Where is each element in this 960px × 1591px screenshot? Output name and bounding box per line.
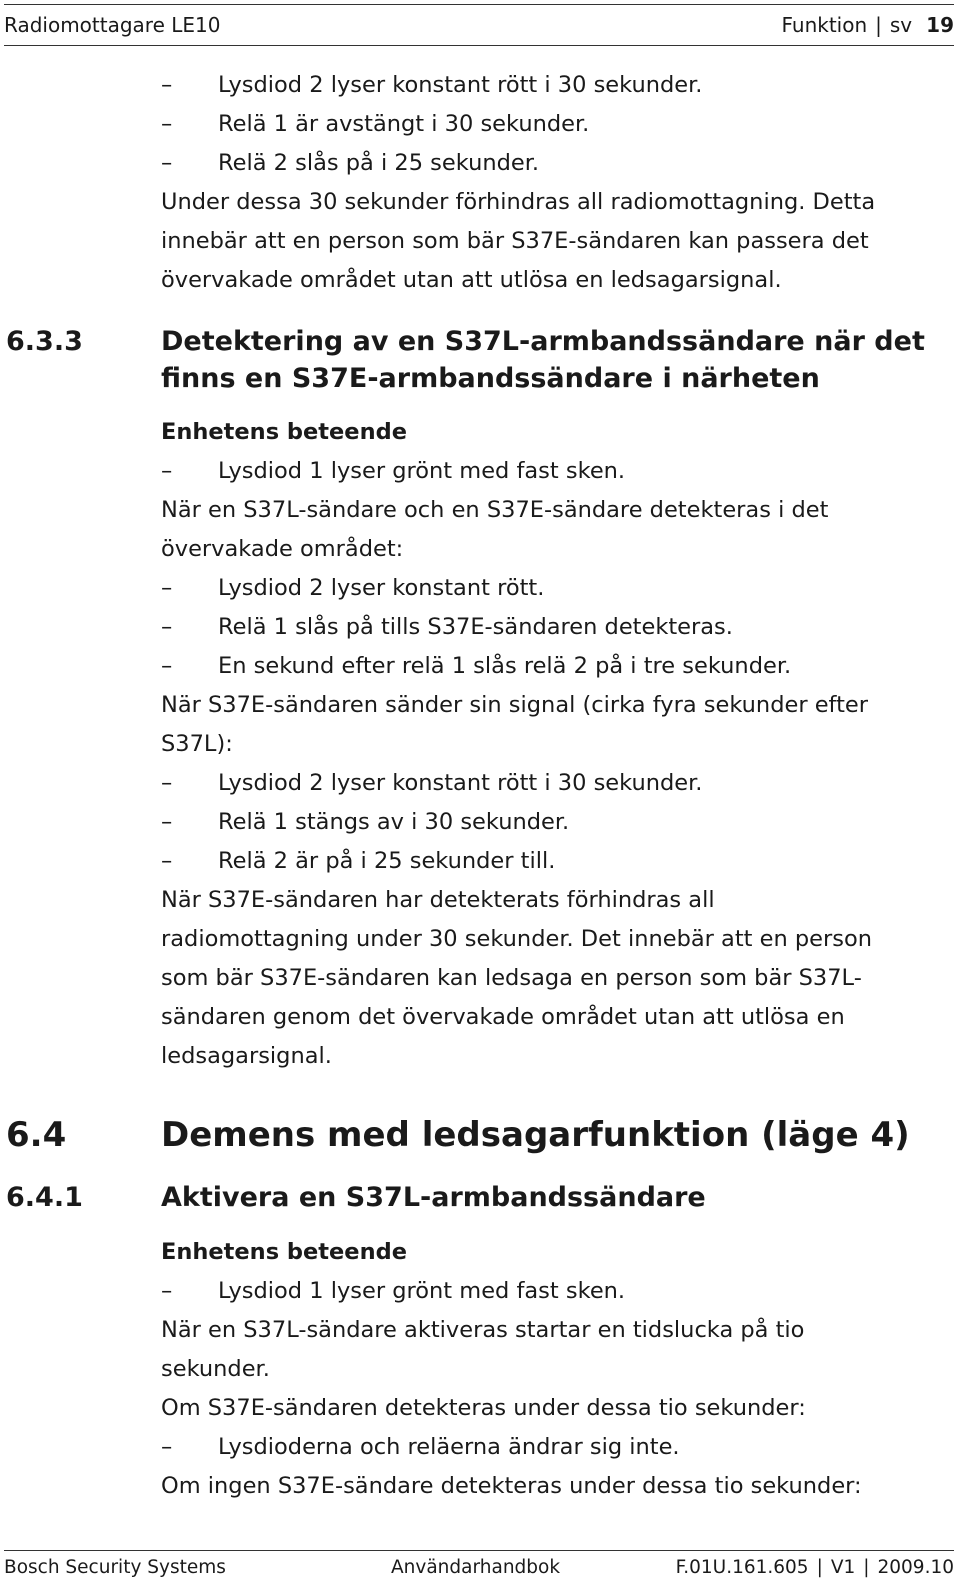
page-content [0,66,960,1506]
list-item: – Relä 1 stängs av i 30 sekunder. [161,803,951,842]
paragraph: Om ingen S37E-sändare detekteras under dessa tio sekunder: [161,1473,862,1499]
list-dash: – [161,809,173,835]
section-number: 6.3.3 [6,326,83,357]
list-item: – Relä 1 slås på tills S37E-sändaren detekteras. [161,608,951,647]
section-number: 6.4 [6,1115,67,1155]
list-dash: – [161,848,173,874]
subheading: Enhetens beteende [161,1239,407,1265]
list-dash: – [161,575,173,601]
list-dash: – [161,1278,173,1304]
list-item: – Lysdioderna och reläerna ändrar sig inte. [161,1428,951,1467]
list-dash: – [161,1434,173,1460]
list-item: – Relä 2 slås på i 25 sekunder. [161,144,951,183]
header-section: Funktion [781,13,868,37]
list-dash: – [161,458,173,484]
list-dash: – [161,72,173,98]
paragraph: När S37E-sändaren sänder sin signal (cirka fyra sekunder efter S37L): [161,692,869,757]
header-language: sv [889,13,913,37]
footer-document: Användarhandbok [391,1557,561,1578]
list-dash: – [161,614,173,640]
subheading: Enhetens beteende [161,419,407,445]
paragraph: När en S37L-sändare aktiveras startar en tidslucka på tio sekunder. [161,1317,805,1382]
page-header [4,4,954,46]
header-product-title: Radiomottagare LE10 [4,13,221,37]
paragraph: Om S37E-sändaren detekteras under dessa tio sekunder: [161,1395,806,1421]
section-heading-6-4-1: 6.4.1 Aktivera en S37L-armbandssändare [0,1179,960,1216]
header-right: Funktion | sv 19 [781,13,954,37]
page-footer [4,1550,954,1585]
paragraph: När en S37L-sändare och en S37E-sändare detekteras i det övervakade området: [161,497,829,562]
list-dash: – [161,150,173,176]
list-dash: – [161,653,173,679]
list-item: – Lysdiod 2 lyser konstant rött. [161,569,951,608]
list-item: – Relä 1 är avstängt i 30 sekunder. [161,105,951,144]
section-number: 6.4.1 [6,1182,83,1213]
list-dash: – [161,111,173,137]
footer-reference: F.01U.161.605 | V1 | 2009.10 [675,1557,954,1578]
paragraph: Under dessa 30 sekunder förhindras all radiomottagning. Detta innebär att en person som bär S37E-sändaren kan passera det övervakade området utan att utlösa en ledsagarsignal. [161,189,876,293]
list-item: – Relä 2 är på i 25 sekunder till. [161,842,951,881]
list-item: – Lysdiod 2 lyser konstant rött i 30 sekunder. [161,764,951,803]
paragraph: När S37E-sändaren har detekterats förhindras all radiomottagning under 30 sekunder. Det innebär att en person som bär S37E-sändaren kan ledsaga en person som bär S37L- sändaren genom det övervakade området utan att utlösa en ledsagarsignal. [161,887,873,1069]
list-item: – Lysdiod 1 lyser grönt med fast sken. [161,1272,951,1311]
list-dash: – [161,770,173,796]
list-item: – En sekund efter relä 1 slås relä 2 på i tre sekunder. [161,647,951,686]
list-item: – Lysdiod 2 lyser konstant rött i 30 sekunder. [161,66,951,105]
section-heading-6-4: 6.4 Demens med ledsagarfunktion (läge 4) [6,1115,910,1155]
section-heading-6-3-3: 6.3.3 Detektering av en S37L-armbandssändare när det finns en S37E-armbandssändare i närheten [0,323,960,397]
page-number: 19 [926,13,954,37]
footer-company: Bosch Security Systems [4,1557,226,1578]
list-item: – Lysdiod 1 lyser grönt med fast sken. [161,452,951,491]
